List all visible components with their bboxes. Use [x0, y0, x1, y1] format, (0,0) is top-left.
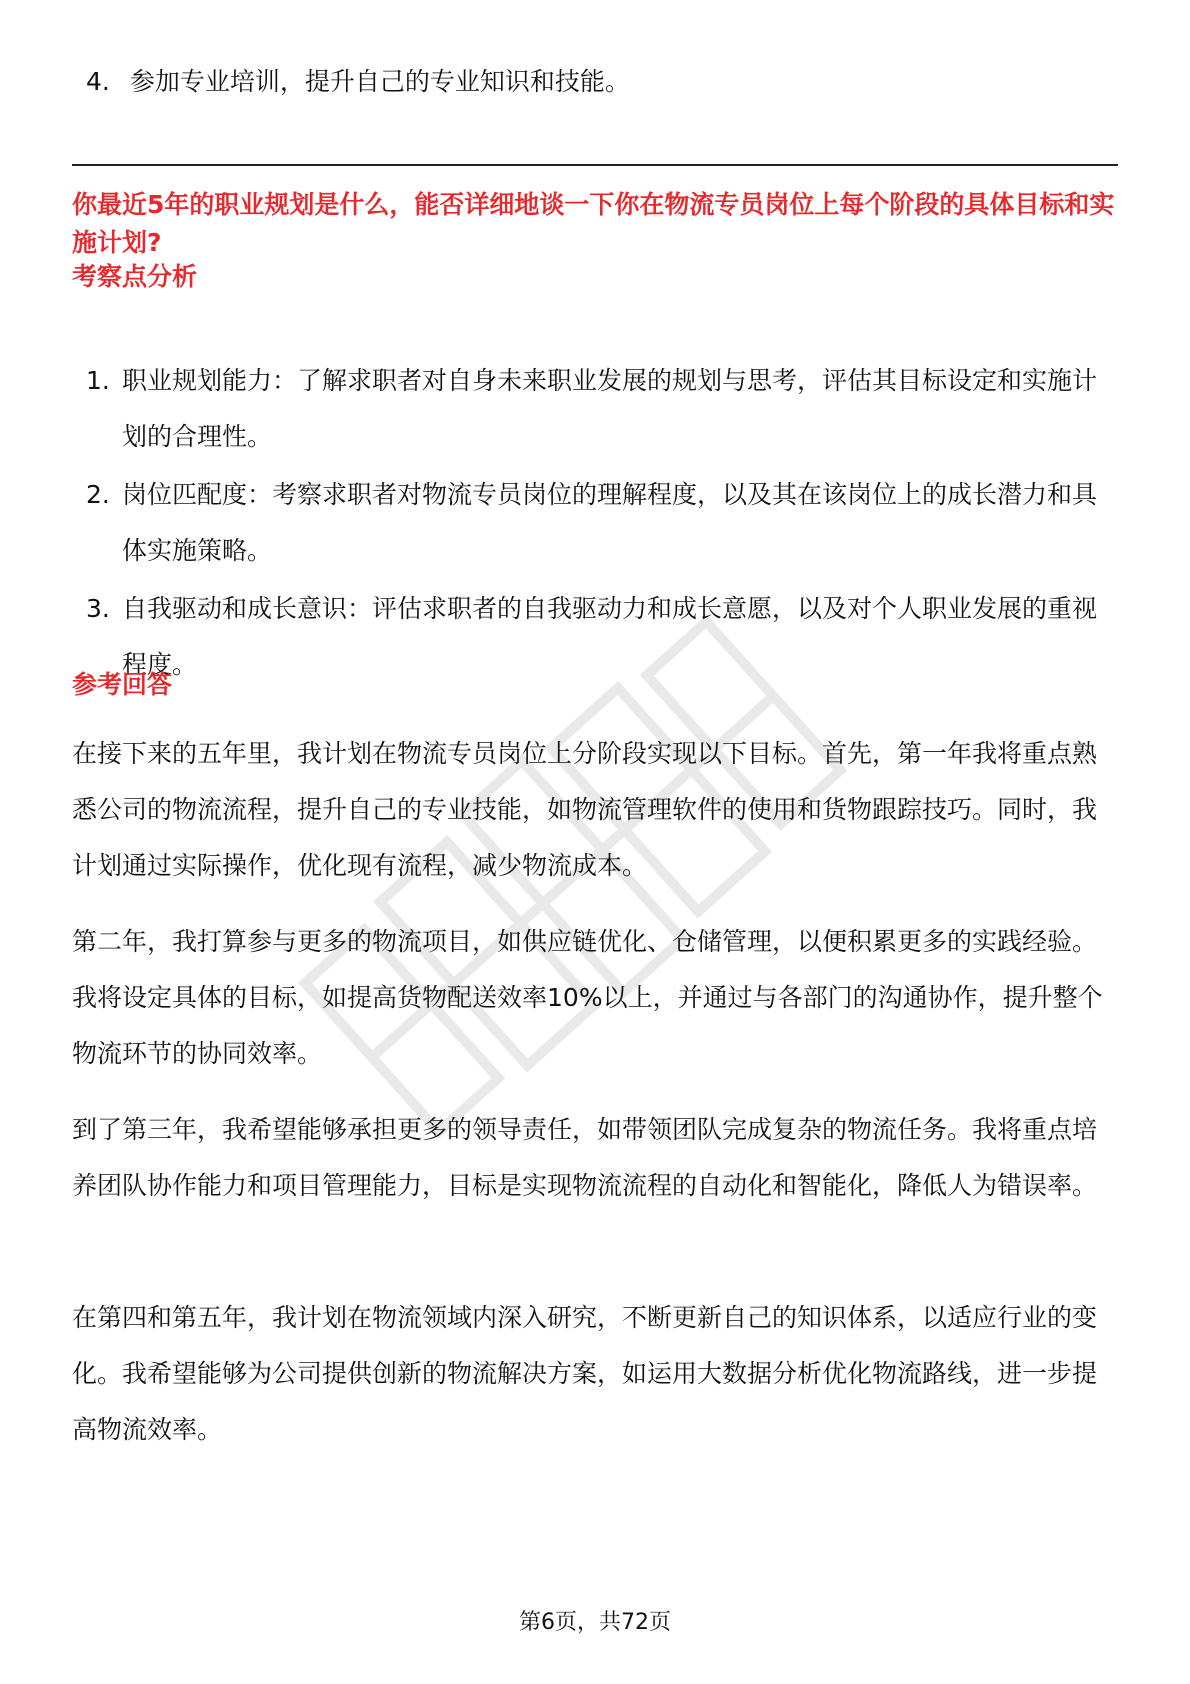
paragraph-text: 第二年，我打算参与更多的物流项目，如供应链优化、仓储管理，以便积累更多的实践经验。我将设定具体的目标，如提高货物配送效率10%以上，并通过与各部门的沟通协作，提升整个物流环节的协同效率。 [72, 927, 1103, 1068]
list-text: 职业规划能力：了解求职者对自身未来职业发展的规划与思考，评估其目标设定和实施计划的合理性。 [122, 366, 1098, 451]
paragraph-text: 在接下来的五年里，我计划在物流专员岗位上分阶段实现以下目标。首先，第一年我将重点熟悉公司的物流流程，提升自己的专业技能，如物流管理软件的使用和货物跟踪技巧。同时，我计划通过实际操作，优化现有流程，减少物流成本。 [72, 739, 1098, 880]
answer-paragraph [72, 726, 1118, 894]
page-footer: 第6页，共72页 [519, 1610, 671, 1635]
paragraph-text: 在第四和第五年，我计划在物流领域内深入研究，不断更新自己的知识体系，以适应行业的变化。我希望能够为公司提供创新的物流解决方案，如运用大数据分析优化物流路线，进一步提高物流效率。 [72, 1303, 1098, 1444]
list-item [86, 353, 1118, 465]
answer-paragraph [72, 1290, 1118, 1458]
interview-question: 你最近5年的职业规划是什么，能否详细地谈一下你在物流专员岗位上每个阶段的具体目标和实施计划? [72, 190, 1115, 257]
answer-paragraph [72, 1102, 1118, 1214]
list-item [86, 581, 1118, 693]
analysis-title: 考察点分析 [72, 262, 198, 291]
list-item [86, 467, 1118, 579]
list-text: 岗位匹配度：考察求职者对物流专员岗位的理解程度，以及其在该岗位上的成长潜力和具体实施策略。 [122, 480, 1098, 565]
list-text: 自我驱动和成长意识：评估求职者的自我驱动力和成长意愿，以及对个人职业发展的重视程度。 [122, 594, 1098, 679]
list-number: 4. [86, 67, 110, 96]
paragraph-text: 到了第三年，我希望能够承担更多的领导责任，如带领团队完成复杂的物流任务。我将重点培养团队协作能力和项目管理能力，目标是实现物流流程的自动化和智能化，降低人为错误率。 [72, 1115, 1098, 1200]
reference-title: 参考回答 [72, 670, 173, 699]
list-text: 参加专业培训，提升自己的专业知识和技能。 [129, 67, 630, 96]
list-number: 1. [86, 366, 110, 395]
list-number: 2. [86, 480, 110, 509]
section-divider [72, 164, 1118, 166]
answer-paragraph [72, 914, 1118, 1082]
previous-list-item [86, 62, 630, 102]
list-number: 3. [86, 594, 110, 623]
analysis-points [86, 353, 1118, 695]
